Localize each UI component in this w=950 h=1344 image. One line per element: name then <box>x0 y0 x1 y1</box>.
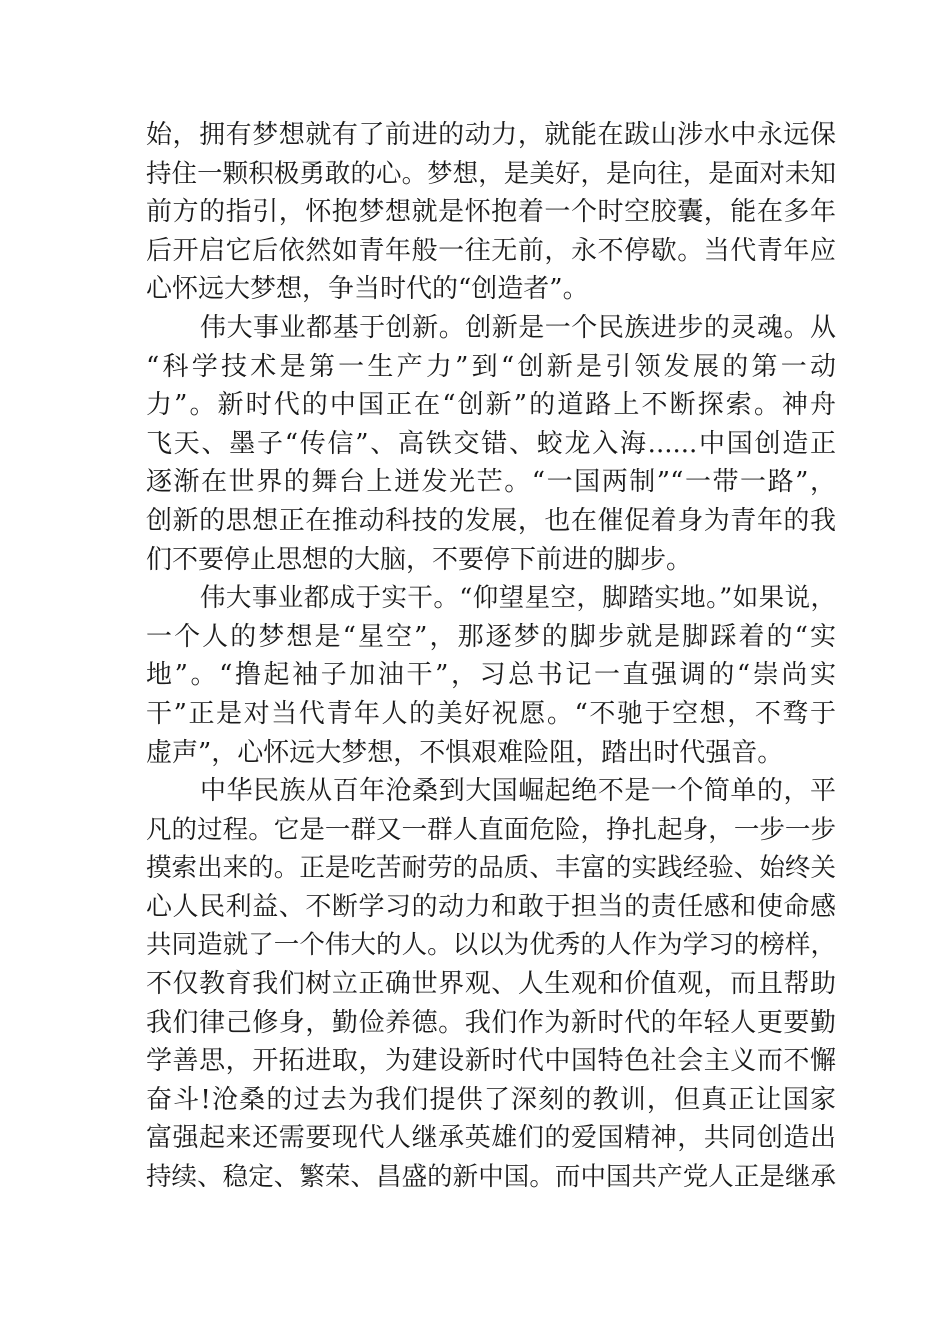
paragraph <box>146 309 836 579</box>
document-body <box>146 116 836 1197</box>
text-line: 飞天、墨子“传信”、高铁交错、蛟龙入海......中国创造正 <box>146 428 836 459</box>
text-line: 创新的思想正在推动科技的发展，也在催促着身为青年的我 <box>146 505 836 536</box>
text-line: 始，拥有梦想就有了前进的动力，就能在跋山涉水中永远保 <box>146 120 836 150</box>
paragraph <box>146 772 836 1197</box>
text-line: 干”正是对当代青年人的美好祝愿。“不驰于空想，不骛于 <box>146 698 836 729</box>
text-line: 我们律己修身，勤俭养德。我们作为新时代的年轻人更要勤 <box>146 1007 836 1038</box>
text-line: “科学技术是第一生产力”到“创新是引领发展的第一动 <box>146 351 836 382</box>
text-line: 不仅教育我们树立正确世界观、人生观和价值观，而且帮助 <box>146 969 836 1000</box>
paragraph <box>146 579 836 772</box>
text-line: 中华民族从百年沧桑到大国崛起绝不是一个简单的，平 <box>200 776 836 807</box>
text-line: 前方的指引，怀抱梦想就是怀抱着一个时空胶囊，能在多年 <box>146 197 836 228</box>
text-line: 学善思，开拓进取，为建设新时代中国特色社会主义而不懈 <box>146 1046 836 1077</box>
text-line: 一个人的梦想是“星空”，那逐梦的脚步就是脚踩着的“实 <box>146 621 836 652</box>
text-line: 摸索出来的。正是吃苦耐劳的品质、丰富的实践经验、始终关 <box>146 853 836 884</box>
text-line: 共同造就了一个伟大的人。以以为优秀的人作为学习的榜样， <box>146 930 836 961</box>
text-line: 伟大事业都基于创新。创新是一个民族进步的灵魂。从 <box>200 312 836 343</box>
text-line: 伟大事业都成于实干。“仰望星空，脚踏实地。”如果说， <box>200 583 836 614</box>
text-line: 虚声”，心怀远大梦想，不惧艰难险阻，踏出时代强音。 <box>146 737 784 768</box>
text-line: 富强起来还需要现代人继承英雄们的爱国精神，共同创造出 <box>146 1123 836 1154</box>
text-line: 奋斗!沧桑的过去为我们提供了深刻的教训，但真正让国家 <box>146 1084 836 1115</box>
text-line: 凡的过程。它是一群又一群人直面危险，挣扎起身，一步一步 <box>146 814 836 845</box>
text-line: 们不要停止思想的大脑，不要停下前进的脚步。 <box>146 544 693 575</box>
text-line: 心人民利益、不断学习的动力和敢于担当的责任感和使命感 <box>146 891 836 922</box>
text-line: 逐渐在世界的舞台上迸发光芒。“一国两制”“一带一路”， <box>146 467 836 498</box>
text-line: 持续、稳定、繁荣、昌盛的新中国。而中国共产党人正是继承 <box>146 1162 836 1193</box>
paragraph <box>146 116 836 309</box>
text-line: 心怀远大梦想，争当时代的“创造者”。 <box>146 274 589 305</box>
text-line: 地”。“撸起袖子加油干”，习总书记一直强调的“崇尚实 <box>146 660 836 691</box>
text-line: 持住一颗积极勇敢的心。梦想，是美好，是向往，是面对未知 <box>146 158 836 189</box>
text-line: 后开启它后依然如青年般一往无前，永不停歇。当代青年应 <box>146 235 836 266</box>
text-line: 力”。新时代的中国正在“创新”的道路上不断探索。神舟 <box>146 390 836 421</box>
